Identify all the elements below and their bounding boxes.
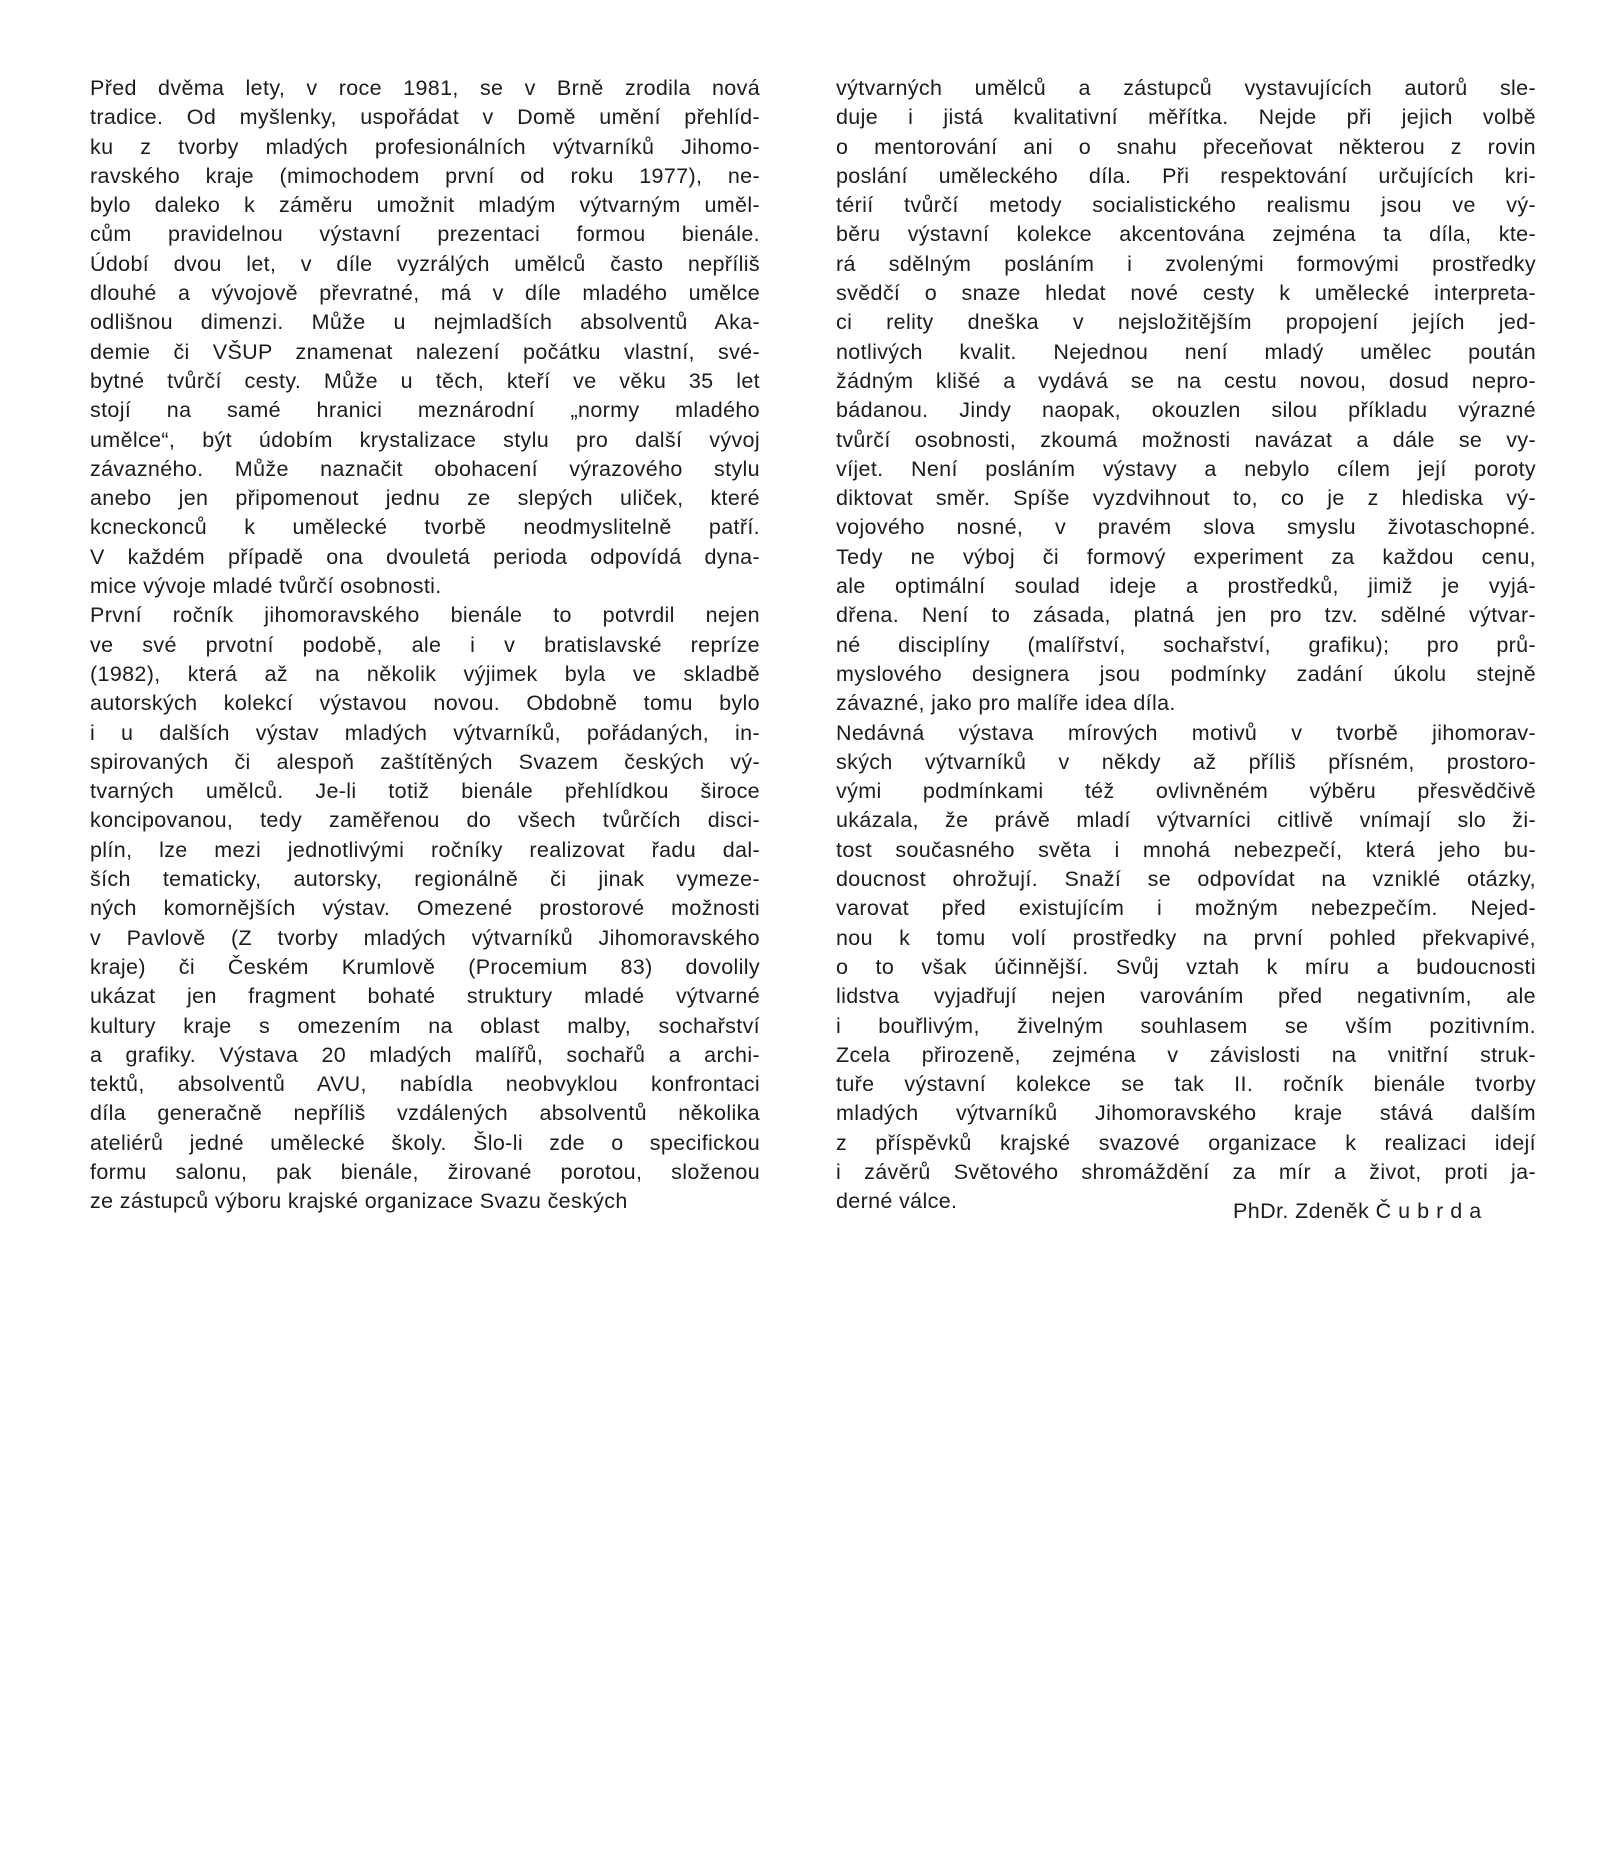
text-line: ukázala, že právě mladí výtvarníci citlivě vnímají slo ži- xyxy=(836,808,1536,833)
text-line: anebo jen připomenout jednu ze slepých uliček, které xyxy=(90,486,760,511)
text-line: o to však účinnější. Svůj vztah k míru a budoucnosti xyxy=(836,954,1536,979)
text-line: i závěrů Světového shromáždění za mír a život, proti ja- xyxy=(836,1159,1536,1184)
text-line: výtvarných umělců a zástupců vystavujících autorů sle- xyxy=(836,76,1536,100)
text-line: ku z tvorby mladých profesionálních výtvarníků Jihomo- xyxy=(90,134,760,159)
text-line: diktovat směr. Spíše vyzdvihnout to, co je z hlediska vý- xyxy=(836,486,1536,511)
text-line: bytné tvůrčí cesty. Může u těch, kteří ve věku 35 let xyxy=(90,368,760,393)
text-line: kultury kraje s omezením na oblast malby, sochařství xyxy=(90,1013,760,1038)
text-line: v Pavlově (Z tvorby mladých výtvarníků Jihomoravského xyxy=(90,925,760,950)
text-line: térií tvůrčí metody socialistického realismu jsou ve vý- xyxy=(836,193,1536,218)
text-line: ale optimální soulad ideje a prostředků, jimiž je vyjá- xyxy=(836,574,1536,599)
text-line: Nedávná výstava mírových motivů v tvorbě jihomorav- xyxy=(836,720,1536,745)
text-line: spirovaných či alespoň zaštítěných Svazem českých vý- xyxy=(90,749,760,774)
text-line: V každém případě ona dvouletá perioda odpovídá dyna- xyxy=(90,544,760,569)
text-line: bádanou. Jindy naopak, okouzlen silou příkladu výrazné xyxy=(836,398,1536,423)
text-line: běru výstavní kolekce akcentována zejména ta díla, kte- xyxy=(836,222,1536,247)
text-line: dlouhé a vývojově převratné, má v díle mladého umělce xyxy=(90,281,760,306)
text-line: víjet. Není posláním výstavy a nebylo cílem její poroty xyxy=(836,456,1536,481)
text-line: bylo daleko k záměru umožnit mladým výtvarným uměl- xyxy=(90,193,760,218)
text-line: ve své prvotní podobě, ale i v bratislavské repríze xyxy=(90,632,760,657)
text-line: žádným klišé a vydává se na cestu novou, dosud nepro- xyxy=(836,368,1536,393)
text-line: varovat před existujícím i možným nebezpečím. Nejed- xyxy=(836,896,1536,921)
text-line: plín, lze mezi jednotlivými ročníky realizovat řadu dal- xyxy=(90,837,760,862)
text-line: tuře výstavní kolekce se tak II. ročník bienále tvorby xyxy=(836,1072,1536,1097)
text-line: doucnost ohrožují. Snaží se odpovídat na vzniklé otázky, xyxy=(836,867,1536,892)
text-line: rá sdělným posláním i zvolenými formovými prostředky xyxy=(836,251,1536,276)
text-line: kraje) či Českém Krumlově (Procemium 83) dovolily xyxy=(90,954,760,979)
text-line: kcneckonců k umělecké tvorbě neodmyslitelně patří. xyxy=(90,515,760,540)
text-line: (1982), která až na několik výjimek byla ve skladbě xyxy=(90,661,760,686)
text-line: ravského kraje (mimochodem první od roku 1977), ne- xyxy=(90,163,760,188)
left-text-column xyxy=(90,74,760,1217)
text-line: Před dvěma lety, v roce 1981, se v Brně zrodila nová xyxy=(90,76,760,100)
text-line: Zcela přirozeně, zejména v závislosti na vnitřní struk- xyxy=(836,1042,1536,1067)
text-line: vojového nosné, v pravém slova smyslu životaschopné. xyxy=(836,515,1536,540)
text-line: závazného. Může naznačit obohacení výrazového stylu xyxy=(90,456,760,481)
text-line: duje i jistá kvalitativní měřítka. Nejde při jejich volbě xyxy=(836,105,1536,130)
text-line: ších tematicky, autorsky, regionálně či jinak vymeze- xyxy=(90,867,760,892)
text-line: demie či VŠUP znamenat nalezení počátku vlastní, své- xyxy=(90,339,760,364)
text-line: tradice. Od myšlenky, uspořádat v Domě umění přehlíd- xyxy=(90,105,760,130)
text-line: notlivých kvalit. Nejednou není mladý umělec poután xyxy=(836,339,1536,364)
author-title-name: PhDr. Zdeněk xyxy=(1233,1199,1370,1223)
text-line: umělce“, být údobím krystalizace stylu pro další vývoj xyxy=(90,427,760,452)
text-line: myslového designera jsou podmínky zadání úkolu stejně xyxy=(836,661,1536,686)
text-line: závazné, jako pro malíře idea díla. xyxy=(836,691,1176,716)
text-line: díla generačně nepříliš vzdálených absolventů několika xyxy=(90,1101,760,1126)
text-line: lidstva vyjadřují nejen varováním před negativním, ale xyxy=(836,984,1536,1009)
text-line: derné válce. xyxy=(836,1189,958,1214)
text-line: mice vývoje mladé tvůrčí osobnosti. xyxy=(90,574,442,599)
text-line: ci relity dneška v nejsložitějším propojení jejích jed- xyxy=(836,310,1536,335)
right-text-column xyxy=(836,74,1536,1217)
text-line: odlišnou dimenzi. Může u nejmladších absolventů Aka- xyxy=(90,310,760,335)
text-line: tvarných umělců. Je-li totiž bienále přehlídkou široce xyxy=(90,779,760,804)
text-line: koncipovanou, tedy zaměřenou do všech tvůrčích disci- xyxy=(90,808,760,833)
text-line: z příspěvků krajské svazové organizace k realizaci idejí xyxy=(836,1130,1536,1155)
text-line: cům pravidelnou výstavní prezentaci formou bienále. xyxy=(90,222,760,247)
text-line: tektů, absolventů AVU, nabídla neobvyklou konfrontaci xyxy=(90,1072,760,1097)
text-line: svědčí o snaze hledat nové cesty k umělecké interpreta- xyxy=(836,281,1536,306)
text-line: tvůrčí osobnosti, zkoumá možnosti navázat a dále se vy- xyxy=(836,427,1536,452)
text-line: i u dalších výstav mladých výtvarníků, pořádaných, in- xyxy=(90,720,760,745)
text-line: stojí na samé hranici meznárodní „normy mladého xyxy=(90,398,760,423)
text-line: i bouřlivým, živelným souhlasem se vším pozitivním. xyxy=(836,1013,1536,1038)
text-line: ateliérů jedné umělecké školy. Šlo-li zde o specifickou xyxy=(90,1130,760,1155)
text-line: formu salonu, pak bienále, žirované porotou, složenou xyxy=(90,1159,760,1184)
text-line: ukázat jen fragment bohaté struktury mladé výtvarné xyxy=(90,984,760,1009)
author-surname: Čubrda xyxy=(1375,1199,1489,1223)
text-line: nou k tomu volí prostředky na první pohled překvapivé, xyxy=(836,925,1536,950)
text-line: poslání uměleckého díla. Při respektování určujících kri- xyxy=(836,163,1536,188)
text-line: ných komornějších výstav. Omezené prostorové možnosti xyxy=(90,896,760,921)
text-line: tost současného světa i mnohá nebezpečí, která jeho bu- xyxy=(836,837,1536,862)
text-line: né disciplíny (malířství, sochařství, grafiku); pro prů- xyxy=(836,632,1536,657)
author-signature xyxy=(1233,1199,1488,1224)
text-line: vými podmínkami též ovlivněném výběru přesvědčivě xyxy=(836,779,1536,804)
text-line: Údobí dvou let, v díle vyzrálých umělců často nepříliš xyxy=(90,251,760,276)
text-line: a grafiky. Výstava 20 mladých malířů, sochařů a archi- xyxy=(90,1042,760,1067)
text-line: dřena. Není to zásada, platná jen pro tzv. sdělné výtvar- xyxy=(836,603,1536,628)
text-line: ze zástupců výboru krajské organizace Svazu českých xyxy=(90,1189,628,1214)
text-line: Tedy ne výboj či formový experiment za každou cenu, xyxy=(836,544,1536,569)
text-line: ských výtvarníků v někdy až příliš přísném, prostoro- xyxy=(836,749,1536,774)
text-line: mladých výtvarníků Jihomoravského kraje stává dalším xyxy=(836,1101,1536,1126)
text-line: autorských kolekcí výstavou novou. Obdobně tomu bylo xyxy=(90,691,760,716)
text-line: První ročník jihomoravského bienále to potvrdil nejen xyxy=(90,603,760,628)
text-line: o mentorování ani o snahu přeceňovat některou z rovin xyxy=(836,134,1536,159)
